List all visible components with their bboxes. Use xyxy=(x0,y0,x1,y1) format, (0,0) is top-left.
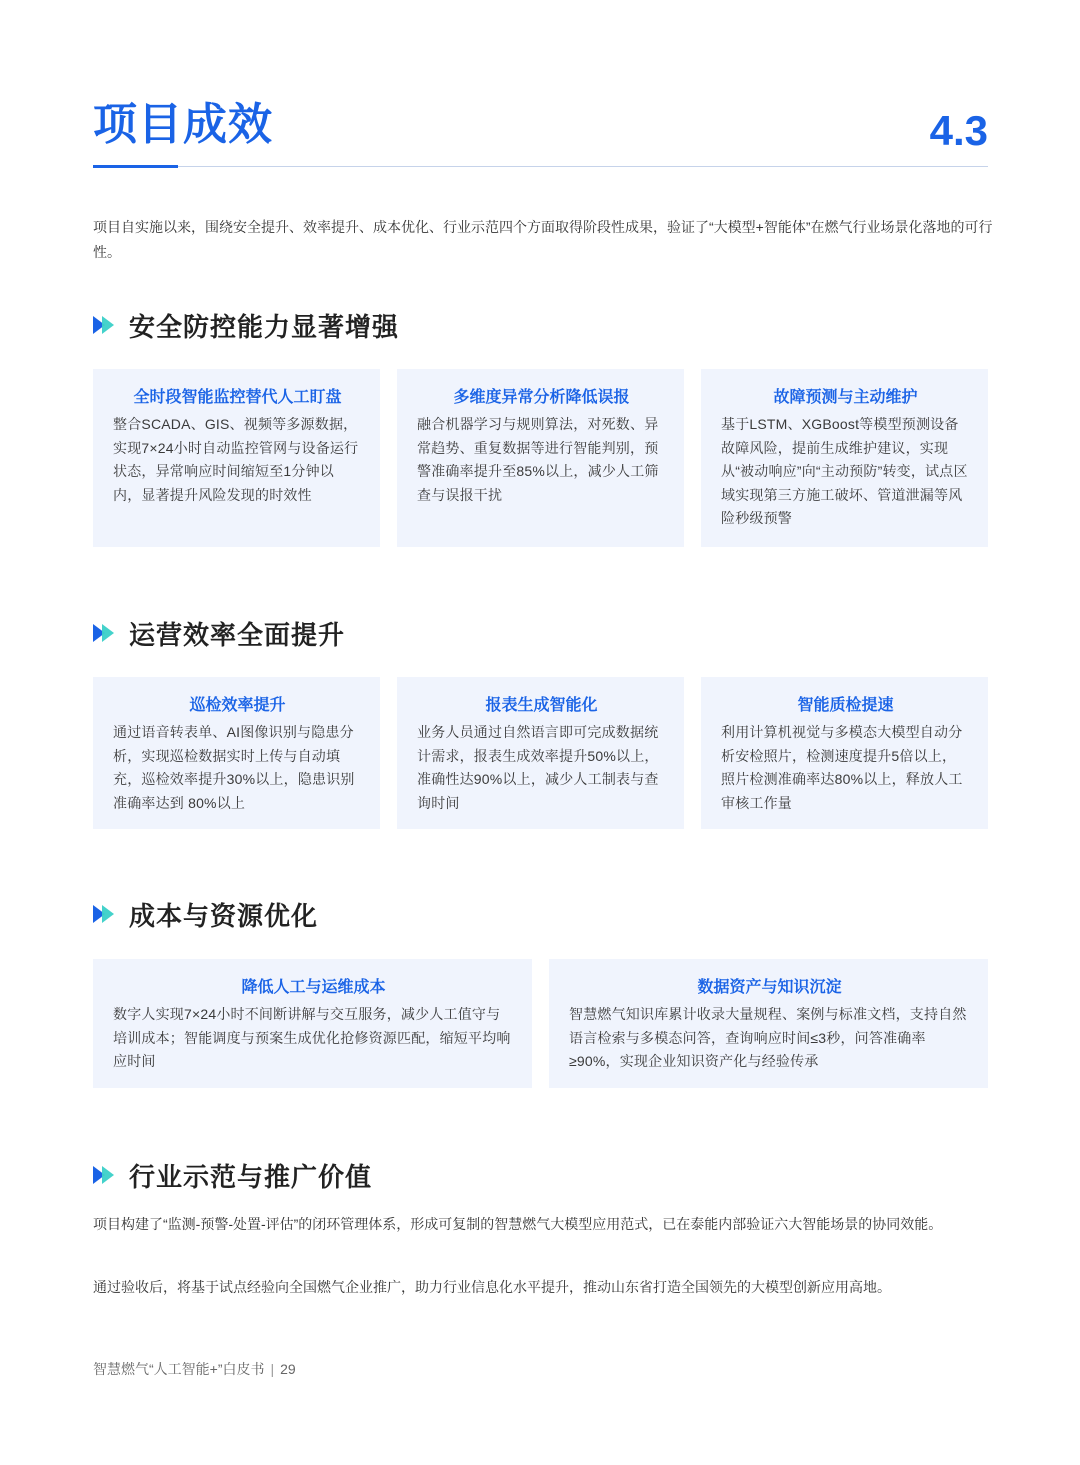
page-footer xyxy=(93,1359,296,1379)
industry-paragraph-1: 项目构建了“监测-预警-处置-评估”的闭环管理体系，形成可复制的智慧燃气大模型应用范式，已在泰能内部验证六大智能场景的协同效能。 xyxy=(93,1216,943,1232)
header-divider xyxy=(93,166,988,167)
card-body: 智慧燃气知识库累计收录大量规程、案例与标准文档，支持自然语言检索与多模态问答，查询响应时间≤3秒，问答准确率≥90%，实现企业知识资产化与经验传承 xyxy=(569,1006,967,1069)
card-anomaly-analysis xyxy=(397,369,684,547)
card-body: 整合SCADA、GIS、视频等多源数据，实现7×24小时自动监控管网与设备运行状态，异常响应时间缩短至1分钟以内，显著提升风险发现的时效性 xyxy=(113,416,359,503)
card-quality-inspection xyxy=(701,677,988,829)
section-heading-text: 成本与资源优化 xyxy=(129,900,319,931)
card-title: 报表生成智能化 xyxy=(485,697,598,714)
card-title: 降低人工与运维成本 xyxy=(241,979,386,996)
card-labor-cost xyxy=(93,959,532,1088)
intro-paragraph: 项目自实施以来，围绕安全提升、效率提升、成本优化、行业示范四个方面取得阶段性成果，验证了“大模型+智能体”在燃气行业场景化落地的可行性。 xyxy=(93,219,993,260)
header-divider-accent xyxy=(93,165,178,168)
page-title: 项目成效 xyxy=(93,100,273,149)
section-heading-text: 运营效率全面提升 xyxy=(129,619,346,650)
double-arrow-icon xyxy=(93,1165,121,1185)
footer-doc-title: 智慧燃气“人工智能+”白皮书 xyxy=(93,1361,265,1377)
double-arrow-icon xyxy=(93,315,121,335)
card-fault-prediction xyxy=(701,369,988,547)
card-title: 故障预测与主动维护 xyxy=(773,389,918,406)
card-title: 巡检效率提升 xyxy=(189,697,286,714)
card-report-generation xyxy=(397,677,684,829)
card-title: 多维度异常分析降低误报 xyxy=(453,389,630,406)
card-body: 融合机器学习与规则算法，对死数、异常趋势、重复数据等进行智能判别，预警准确率提升至85%以上，减少人工筛查与误报干扰 xyxy=(417,416,659,503)
card-body: 业务人员通过自然语言即可完成数据统计需求，报表生成效率提升50%以上，准确性达90%以上，减少人工制表与查询时间 xyxy=(417,724,659,811)
double-arrow-icon xyxy=(93,904,121,924)
card-title: 数据资产与知识沉淀 xyxy=(697,979,842,996)
section-heading-text: 安全防控能力显著增强 xyxy=(129,311,400,342)
card-body: 利用计算机视觉与多模态大模型自动分析安检照片，检测速度提升5倍以上，照片检测准确率达80%以上，释放人工审核工作量 xyxy=(721,724,963,811)
industry-paragraph-2: 通过验收后，将基于试点经验向全国燃气企业推广，助力行业信息化水平提升，推动山东省打造全国领先的大模型创新应用高地。 xyxy=(93,1279,891,1295)
card-body: 通过语音转表单、AI图像识别与隐患分析，实现巡检数据实时上传与自动填充，巡检效率提升30%以上，隐患识别准确率达到 80%以上 xyxy=(113,724,355,811)
card-body: 数字人实现7×24小时不间断讲解与交互服务，减少人工值守与培训成本；智能调度与预案生成优化抢修资源匹配，缩短平均响应时间 xyxy=(113,1006,511,1069)
card-title: 全时段智能监控替代人工盯盘 xyxy=(133,389,342,406)
card-inspection-efficiency xyxy=(93,677,380,829)
section-heading-text: 行业示范与推广价值 xyxy=(129,1161,373,1192)
section-heading-industry xyxy=(93,1157,372,1193)
page-header xyxy=(93,96,988,170)
section-heading-cost xyxy=(93,896,318,932)
section-number: 4.3 xyxy=(929,107,988,154)
section-heading-safety xyxy=(93,307,399,343)
double-arrow-icon xyxy=(93,623,121,643)
section-heading-efficiency xyxy=(93,615,345,651)
card-all-time-monitoring xyxy=(93,369,380,547)
page-number: 29 xyxy=(280,1361,296,1377)
footer-separator: | xyxy=(270,1361,275,1377)
card-body: 基于LSTM、XGBoost等模型预测设备故障风险，提前生成维护建议，实现从“被动响应”向“主动预防”转变，试点区域实现第三方施工破坏、管道泄漏等风险秒级预警 xyxy=(721,416,968,526)
card-data-assets xyxy=(549,959,988,1088)
card-title: 智能质检提速 xyxy=(797,697,894,714)
